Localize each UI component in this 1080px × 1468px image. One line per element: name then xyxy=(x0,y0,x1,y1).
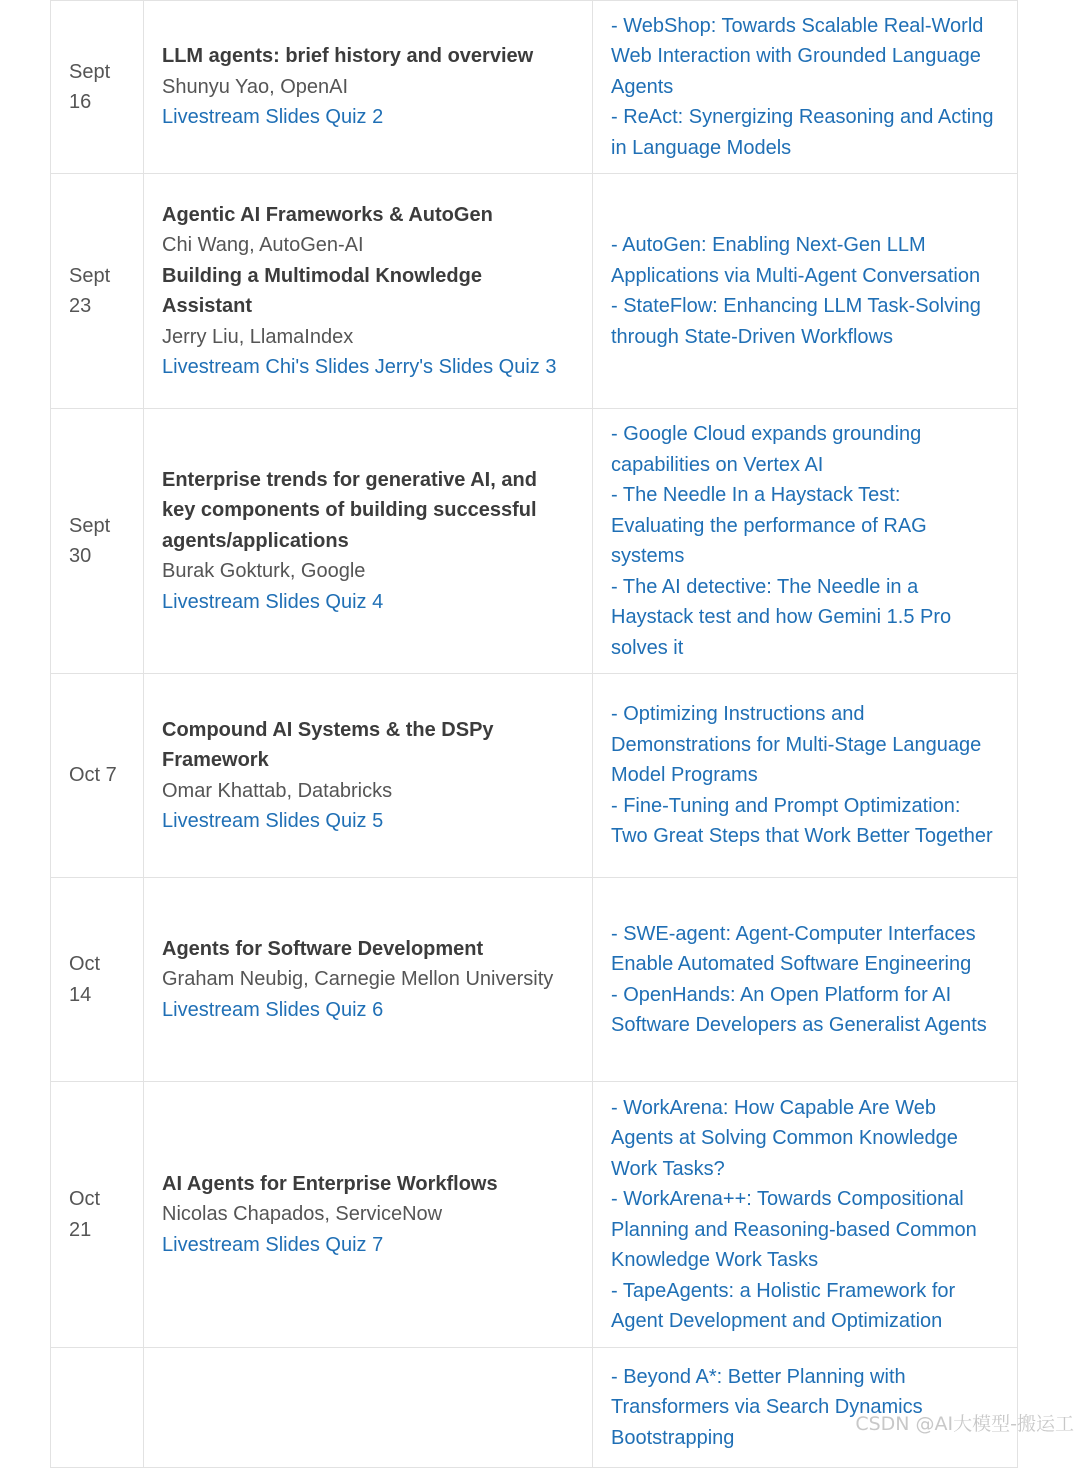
date-cell xyxy=(51,1082,144,1348)
livestream-link[interactable]: Livestream xyxy=(162,106,260,129)
date-text: Oct 7 xyxy=(69,764,117,787)
table-row xyxy=(51,1082,1018,1348)
lecture-cell xyxy=(144,174,593,409)
reading-link[interactable]: - The AI detective: The Needle in a Haystack test and how Gemini 1.5 Pro solves it xyxy=(611,575,952,659)
reading-item xyxy=(611,572,999,664)
quiz-7-link[interactable]: Quiz 7 xyxy=(325,1233,384,1256)
reading-link[interactable]: - Optimizing Instructions and Demonstrations for Multi-Stage Language Model Programs xyxy=(611,703,982,787)
table-row xyxy=(51,174,1018,409)
speaker-name: Nicolas Chapados, ServiceNow xyxy=(162,1203,443,1226)
lecture-title: Compound AI Systems & the DSPy Framework xyxy=(162,718,494,771)
reading-link[interactable]: - StateFlow: Enhancing LLM Task-Solving through State-Driven Workflows xyxy=(611,295,981,348)
quiz-4-link[interactable]: Quiz 4 xyxy=(325,590,384,613)
date-cell xyxy=(51,409,144,674)
reading-link[interactable]: - ReAct: Synergizing Reasoning and Acting in Language Models xyxy=(611,106,994,159)
reading-link[interactable]: - WebShop: Towards Scalable Real-World Web Interaction with Grounded Language Agents xyxy=(611,14,984,98)
resource-links xyxy=(162,587,574,618)
reading-item xyxy=(611,480,999,572)
slides-link[interactable]: Slides xyxy=(265,998,320,1021)
quiz-6-link[interactable]: Quiz 6 xyxy=(325,998,384,1021)
reading-link[interactable]: - WorkArena++: Towards Compositional Planning and Reasoning-based Common Knowledge Work Tasks xyxy=(611,1188,977,1271)
chi-s-slides-link[interactable]: Chi's Slides xyxy=(265,356,370,378)
date-text: 16 xyxy=(69,91,92,113)
resource-links xyxy=(162,102,574,133)
watermark: CSDN @AI大模型-搬运工 xyxy=(855,1413,1074,1435)
date-cell xyxy=(51,674,144,878)
quiz-2-link[interactable]: Quiz 2 xyxy=(325,106,384,129)
schedule-table xyxy=(50,0,1018,1468)
resource-links xyxy=(162,1230,574,1261)
resource-links xyxy=(162,995,574,1026)
lecture-title: LLM agents: brief history and overview xyxy=(162,45,534,68)
readings-cell xyxy=(593,1348,1018,1468)
quiz-3-link[interactable]: Quiz 3 xyxy=(498,356,557,378)
reading-item xyxy=(611,1184,999,1276)
speaker-name: Shunyu Yao, OpenAI xyxy=(162,75,349,98)
lecture-cell xyxy=(144,1348,593,1468)
speaker-name: Jerry Liu, LlamaIndex xyxy=(162,325,354,348)
date-text: 30 xyxy=(69,545,92,567)
lecture-cell xyxy=(144,674,593,878)
slides-link[interactable]: Slides xyxy=(265,590,320,613)
reading-item xyxy=(611,11,999,103)
resource-links xyxy=(162,806,574,837)
reading-item xyxy=(611,919,999,980)
readings-cell xyxy=(593,1,1018,174)
speaker-name: Omar Khattab, Databricks xyxy=(162,779,393,802)
livestream-link[interactable]: Livestream xyxy=(162,998,260,1021)
lecture-title: AI Agents for Enterprise Workflows xyxy=(162,1172,498,1195)
date-text: Sept xyxy=(69,264,111,287)
date-text: Oct xyxy=(69,1188,101,1210)
lecture-cell xyxy=(144,878,593,1082)
reading-link[interactable]: - Google Cloud expands grounding capabilities on Vertex AI xyxy=(611,423,922,476)
speaker-name: Burak Gokturk, Google xyxy=(162,560,366,583)
readings-cell xyxy=(593,409,1018,674)
schedule-body xyxy=(51,1,1018,1468)
speaker-name: Graham Neubig, Carnegie Mellon University xyxy=(162,968,554,991)
jerry-s-slides-link[interactable]: Jerry's Slides xyxy=(374,356,494,378)
livestream-link[interactable]: Livestream xyxy=(162,810,260,832)
reading-item xyxy=(611,1093,999,1185)
reading-item xyxy=(611,291,999,352)
reading-item xyxy=(611,102,999,163)
readings-cell xyxy=(593,174,1018,409)
table-row xyxy=(51,1,1018,174)
livestream-link[interactable]: Livestream xyxy=(162,1233,260,1256)
livestream-link[interactable]: Livestream xyxy=(162,356,260,378)
lecture-cell xyxy=(144,1082,593,1348)
reading-item xyxy=(611,1276,999,1337)
resource-links xyxy=(162,352,574,383)
lecture-title: Building a Multimodal Knowledge Assistant xyxy=(162,264,482,317)
table-row xyxy=(51,1348,1018,1468)
reading-link[interactable]: - SWE-agent: Agent-Computer Interfaces Enable Automated Software Engineering xyxy=(611,922,976,975)
lecture-cell xyxy=(144,409,593,674)
reading-link[interactable]: - OpenHands: An Open Platform for AI Software Developers as Generalist Agents xyxy=(611,983,987,1036)
table-row xyxy=(51,674,1018,878)
reading-link[interactable]: - AutoGen: Enabling Next-Gen LLM Applications via Multi-Agent Conversation xyxy=(611,234,981,287)
date-cell xyxy=(51,1348,144,1468)
reading-item xyxy=(611,980,999,1041)
reading-item xyxy=(611,419,999,480)
date-text: Sept xyxy=(69,514,111,537)
reading-item xyxy=(611,230,999,291)
slides-link[interactable]: Slides xyxy=(265,1233,320,1256)
readings-cell xyxy=(593,1082,1018,1348)
date-cell xyxy=(51,1,144,174)
lecture-title: Agents for Software Development xyxy=(162,937,484,960)
reading-item xyxy=(611,699,999,791)
lecture-title: Agentic AI Frameworks & AutoGen xyxy=(162,203,493,226)
table-row xyxy=(51,878,1018,1082)
reading-link[interactable]: - WorkArena: How Capable Are Web Agents at Solving Common Knowledge Work Tasks? xyxy=(611,1096,958,1180)
lecture-title: Enterprise trends for generative AI, and key components of building successful agents/applications xyxy=(162,468,537,552)
reading-link[interactable]: - TapeAgents: a Holistic Framework for Agent Development and Optimization xyxy=(611,1279,956,1332)
date-text: 21 xyxy=(69,1218,92,1241)
date-text: 14 xyxy=(69,983,92,1006)
readings-cell xyxy=(593,878,1018,1082)
reading-link[interactable]: - The Needle In a Haystack Test: Evaluating the performance of RAG systems xyxy=(611,484,927,567)
date-cell xyxy=(51,878,144,1082)
slides-link[interactable]: Slides xyxy=(265,810,320,832)
speaker-name: Chi Wang, AutoGen-AI xyxy=(162,234,364,256)
reading-link[interactable]: - Fine-Tuning and Prompt Optimization: Two Great Steps that Work Better Together xyxy=(611,794,993,848)
date-text: Sept xyxy=(69,60,111,83)
readings-cell xyxy=(593,674,1018,878)
lecture-cell xyxy=(144,1,593,174)
slides-link[interactable]: Slides xyxy=(265,106,320,129)
livestream-link[interactable]: Livestream xyxy=(162,590,260,613)
date-text: 23 xyxy=(69,295,92,317)
table-row xyxy=(51,409,1018,674)
quiz-5-link[interactable]: Quiz 5 xyxy=(325,810,384,832)
reading-link[interactable]: - Beyond A*: Better Planning with Transformers via Search Dynamics Bootstrapping xyxy=(611,1365,923,1449)
reading-item xyxy=(611,791,999,852)
date-text: Oct xyxy=(69,953,101,975)
date-cell xyxy=(51,174,144,409)
